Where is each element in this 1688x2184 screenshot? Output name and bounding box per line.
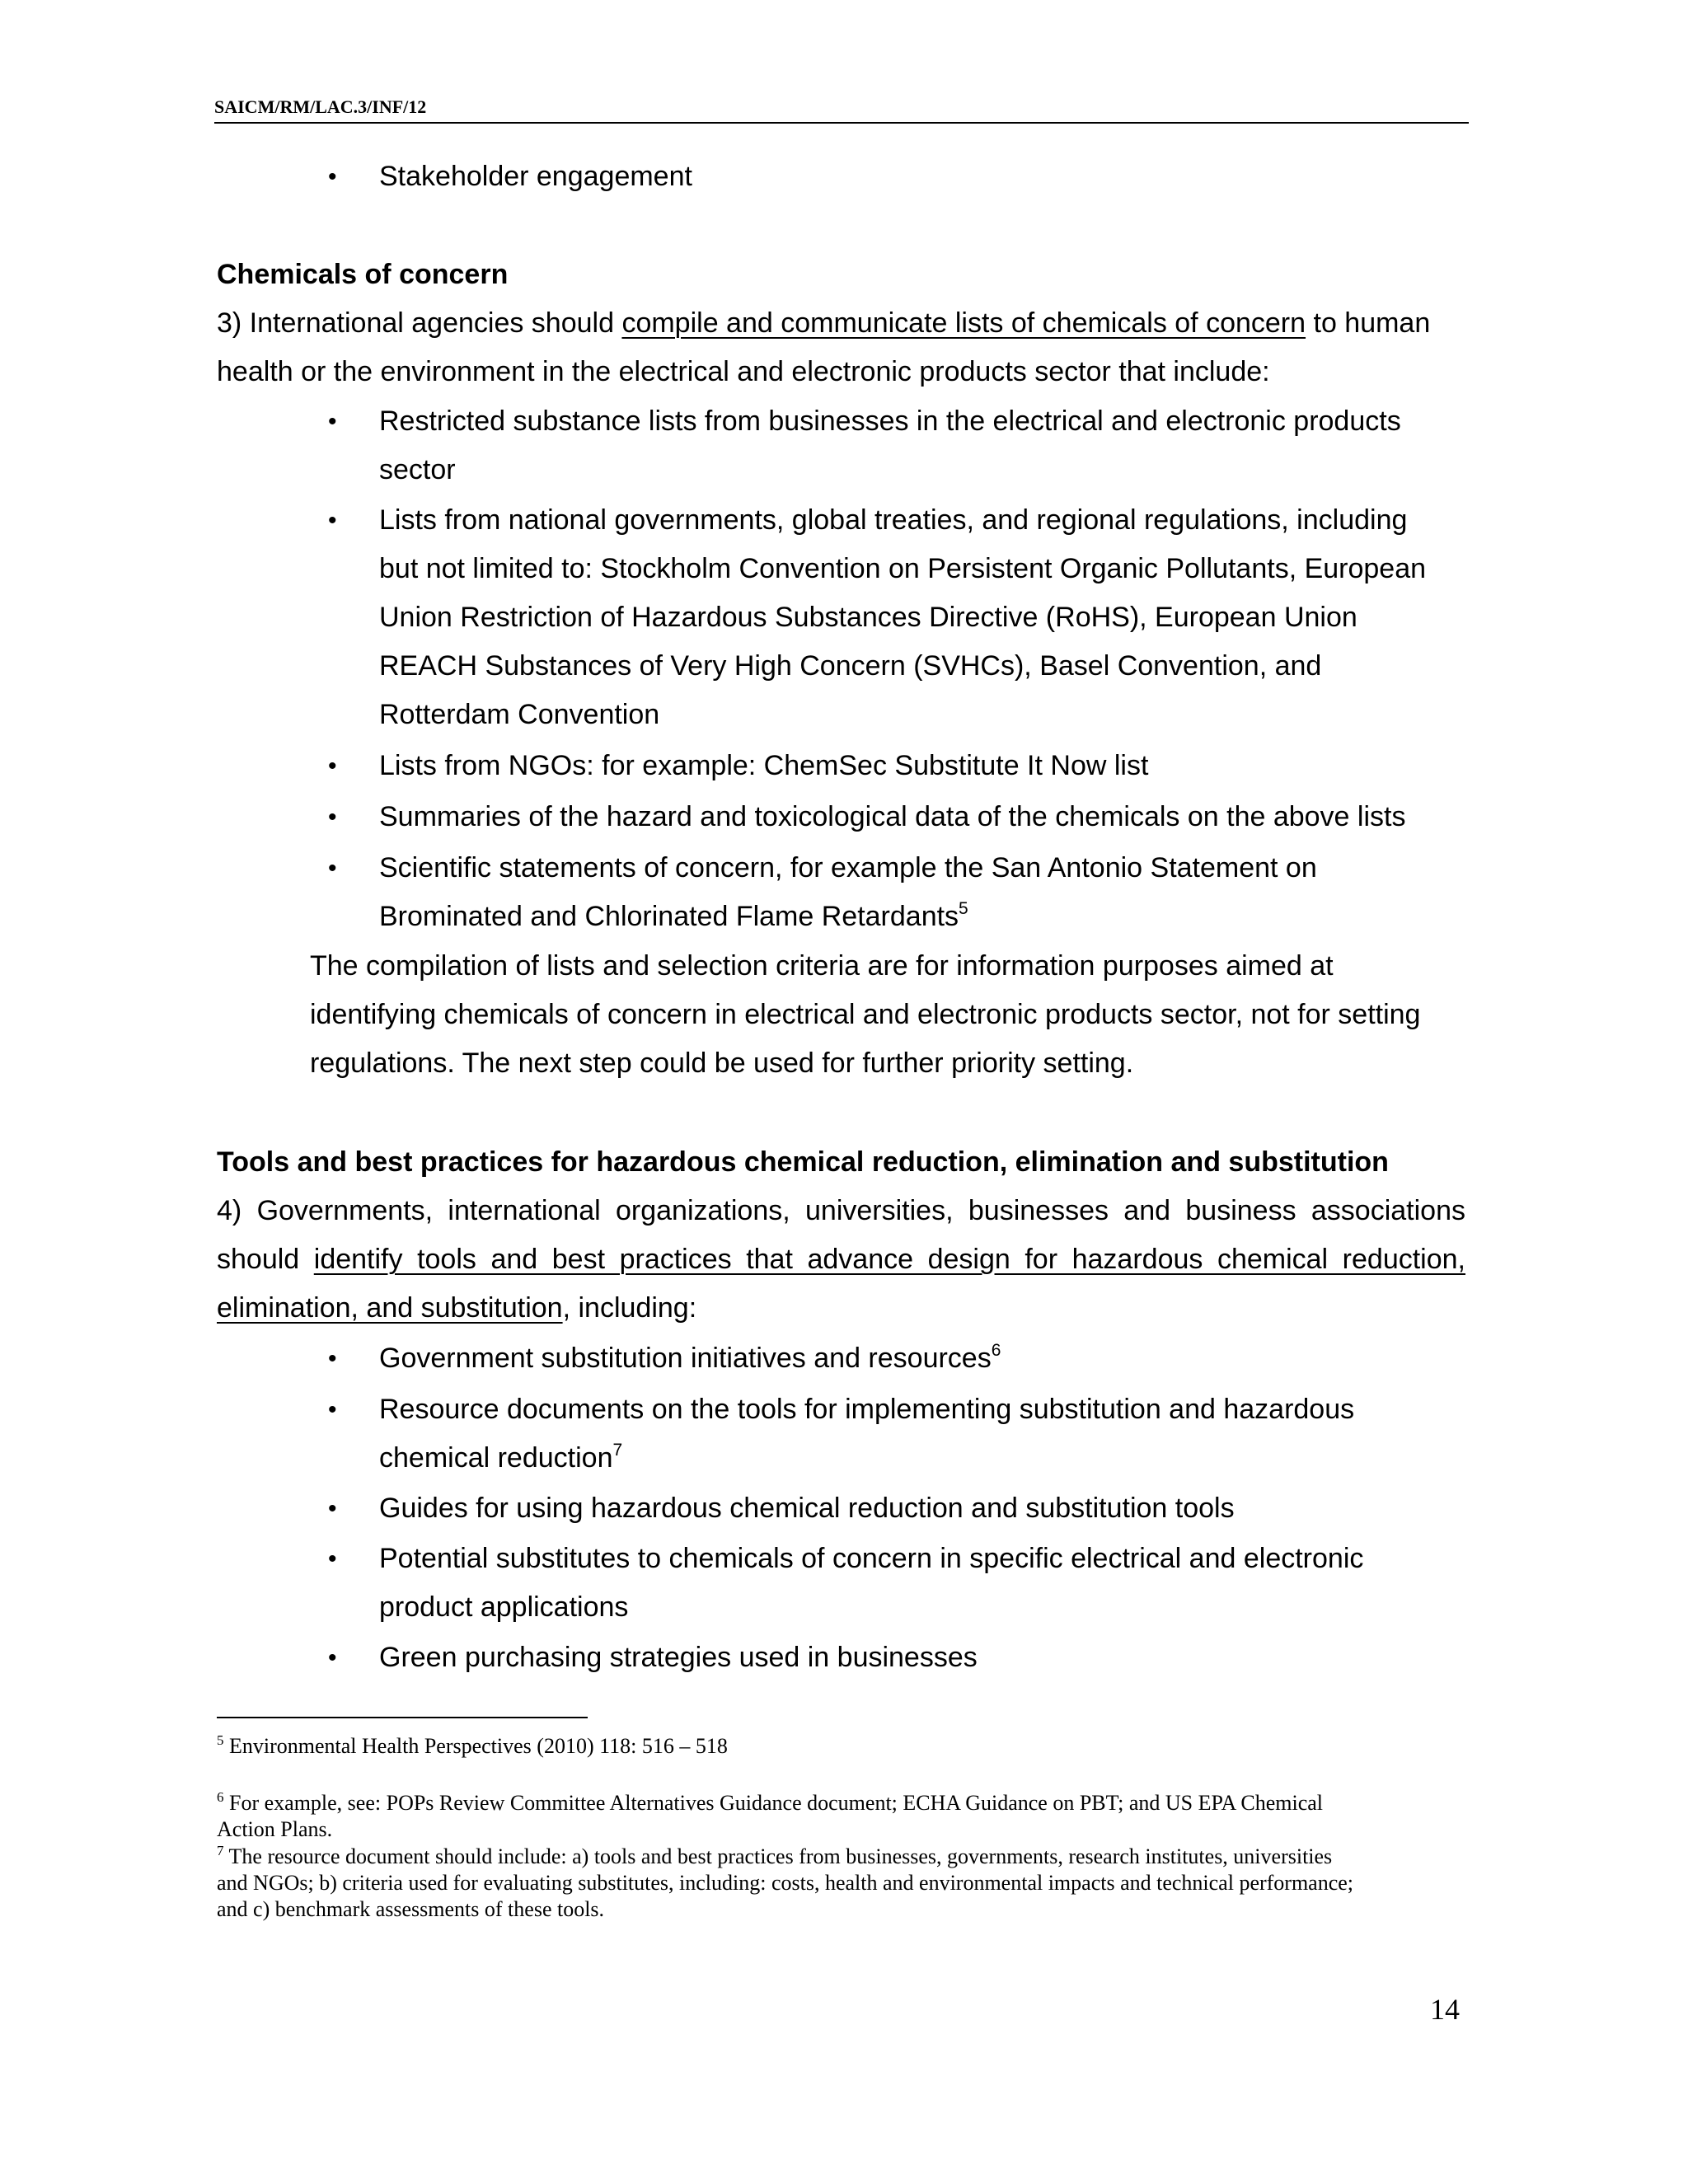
section-heading-chemicals: Chemicals of concern	[217, 259, 509, 290]
underlined-text: elimination, and substitution	[217, 1292, 563, 1324]
underlined-text: compile and communicate lists of chemicals of concern	[621, 307, 1306, 339]
paragraph-4-line-2	[217, 1235, 1465, 1284]
paragraph-text: , including:	[562, 1292, 697, 1324]
list-item-line: Restricted substance lists from businesses in the electrical and electronic products	[379, 405, 1401, 437]
page-number: 14	[1430, 1993, 1460, 2026]
bullet-icon: •	[328, 1545, 337, 1572]
list-item-line: Summaries of the hazard and toxicological data of the chemicals on the above lists	[379, 801, 1406, 832]
footnote-ref[interactable]: 6	[991, 1341, 1001, 1360]
document-header	[214, 96, 1469, 124]
footnote-7-line-2: and NGOs; b) criteria used for evaluating substitutes, including: costs, health and environmental impacts and technical performance;	[217, 1871, 1354, 1895]
list-item-line: Rotterdam Convention	[379, 699, 660, 730]
list-item-line	[379, 1434, 622, 1483]
list-item-line: Lists from NGOs: for example: ChemSec Substitute It Now list	[379, 750, 1149, 781]
section-heading-tools: Tools and best practices for hazardous chemical reduction, elimination and substitution	[217, 1146, 1389, 1178]
list-item-line: Union Restriction of Hazardous Substances Directive (RoHS), European Union	[379, 602, 1357, 633]
list-item-line: Lists from national governments, global treaties, and regional regulations, including	[379, 504, 1408, 536]
bullet-icon: •	[328, 804, 337, 831]
footnote-separator	[217, 1717, 588, 1718]
footnote-number: 7	[217, 1843, 224, 1858]
list-item-line	[379, 893, 968, 941]
list-item-text: Government substitution initiatives and resources	[379, 1343, 992, 1374]
paragraph-text: 4) Governments, international organizations, universities, businesses and business associations	[217, 1195, 1465, 1226]
paragraph-3-line-1	[217, 299, 1430, 348]
paragraph-4-line-3	[217, 1284, 696, 1333]
footnote-5	[217, 1733, 728, 1760]
footnote-6-line-2: Action Plans.	[217, 1817, 333, 1841]
paragraph-3-line-2: health or the environment in the electrical and electronic products sector that include:	[217, 356, 1270, 387]
list-item-line: but not limited to: Stockholm Convention on Persistent Organic Pollutants, European	[379, 553, 1427, 584]
list-item: Stakeholder engagement	[379, 161, 692, 192]
list-item-line: Green purchasing strategies used in businesses	[379, 1642, 978, 1673]
bullet-icon: •	[328, 1396, 337, 1423]
bullet-icon: •	[328, 507, 337, 534]
document-code: SAICM/RM/LAC.3/INF/12	[214, 96, 427, 117]
list-item-line: product applications	[379, 1591, 629, 1623]
list-item-line: sector	[379, 454, 456, 485]
bullet-icon: •	[328, 1644, 337, 1671]
list-item-line: REACH Substances of Very High Concern (SVHCs), Basel Convention, and	[379, 650, 1322, 682]
paragraph-text: should	[217, 1244, 314, 1275]
footnote-7	[217, 1844, 1332, 1870]
closing-line-1: The compilation of lists and selection criteria are for information purposes aimed at	[310, 950, 1334, 982]
list-item-line: Resource documents on the tools for implementing substitution and hazardous	[379, 1394, 1355, 1425]
list-item-text: chemical reduction	[379, 1442, 613, 1474]
list-item-line: Scientific statements of concern, for example the San Antonio Statement on	[379, 852, 1317, 883]
footnote-text: For example, see: POPs Review Committee Alternatives Guidance document; ECHA Guidance on PBT; and US EPA Chemical	[229, 1791, 1324, 1815]
list-item-line: Guides for using hazardous chemical reduction and substitution tools	[379, 1493, 1235, 1524]
footnote-text: Environmental Health Perspectives (2010) 118: 516 – 518	[229, 1734, 728, 1758]
footnote-6	[217, 1790, 1323, 1816]
paragraph-text: to human	[1306, 307, 1431, 339]
footnote-number: 5	[217, 1732, 224, 1748]
bullet-icon: •	[328, 408, 337, 435]
list-item-text: Brominated and Chlorinated Flame Retardants	[379, 901, 959, 932]
bullet-icon: •	[328, 752, 337, 780]
bullet-icon: •	[328, 163, 337, 190]
footnote-ref[interactable]: 7	[612, 1441, 623, 1460]
bullet-icon: •	[328, 1495, 337, 1522]
footnote-number: 6	[217, 1789, 224, 1805]
closing-line-2: identifying chemicals of concern in electrical and electronic products sector, not for setting	[310, 999, 1421, 1030]
closing-line-3: regulations. The next step could be used for further priority setting.	[310, 1047, 1134, 1079]
bullet-icon: •	[328, 1345, 337, 1372]
list-item-line: Potential substitutes to chemicals of concern in specific electrical and electronic	[379, 1543, 1364, 1574]
underlined-text: identify tools and best practices that advance design for hazardous chemical reduction,	[313, 1244, 1465, 1275]
list-item-line	[379, 1334, 1001, 1383]
footnote-7-line-3: and c) benchmark assessments of these tools.	[217, 1897, 605, 1921]
bullet-icon: •	[328, 855, 337, 882]
paragraph-4-line-1	[217, 1187, 1465, 1235]
footnote-ref[interactable]: 5	[959, 899, 968, 918]
paragraph-text: 3) International agencies should	[217, 307, 622, 339]
footnote-text: The resource document should include: a) tools and best practices from businesses, governments, research institutes, universities	[228, 1844, 1333, 1868]
